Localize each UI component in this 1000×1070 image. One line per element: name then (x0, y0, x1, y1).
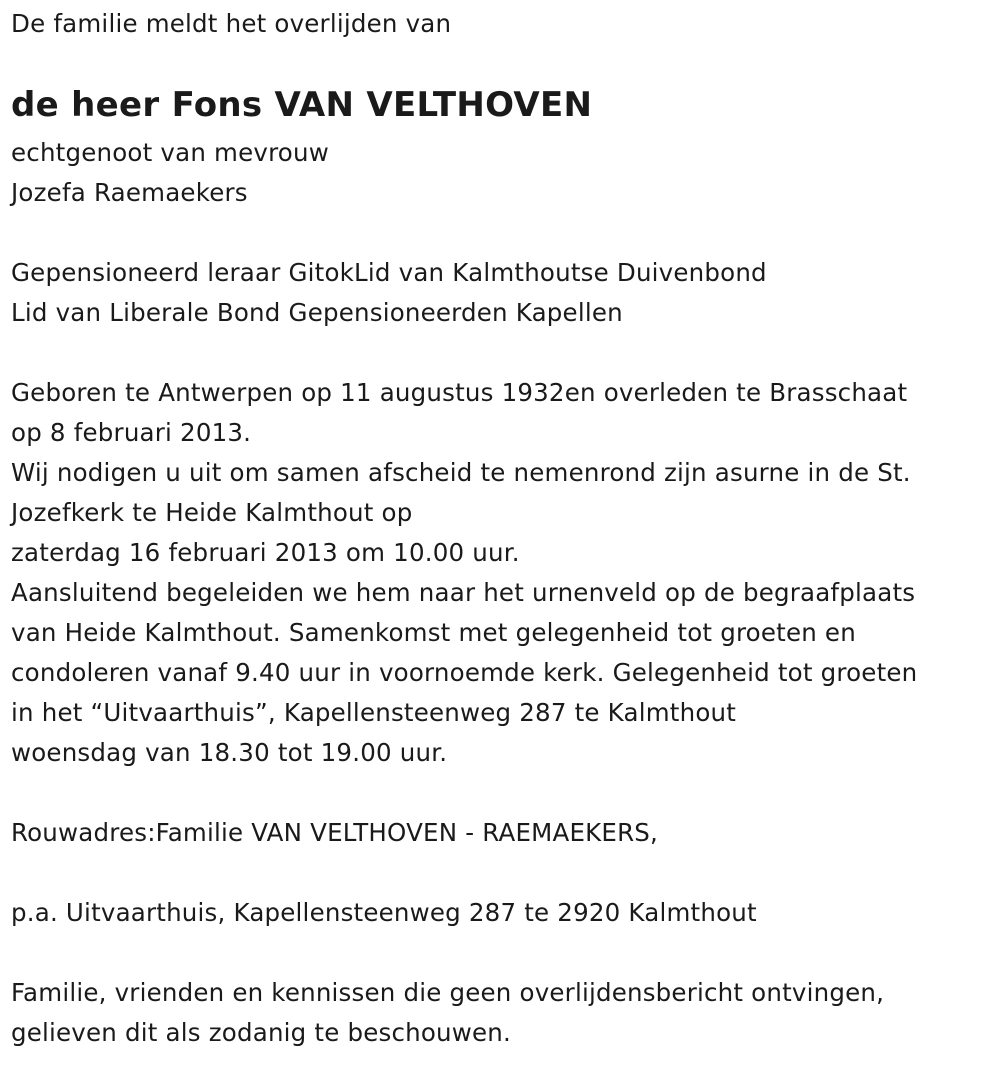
born-line-1: Geboren te Antwerpen op 11 augustus 1932en overleden te Brasschaat (11, 378, 908, 407)
spouse-line-1: echtgenoot van mevrouw (11, 138, 329, 167)
after-line-3: condoleren vanaf 9.40 uur in voornoemde kerk. Gelegenheid tot groeten (11, 658, 918, 687)
membership-line-1: Gepensioneerd leraar GitokLid van Kalmthoutse Duivenbond (11, 258, 767, 287)
mourning-address: Rouwadres:Familie VAN VELTHOVEN - RAEMAEKERS, (11, 818, 659, 847)
deceased-name: de heer Fons VAN VELTHOVEN (11, 85, 593, 125)
after-line-4: in het “Uitvaarthuis”, Kapellensteenweg 287 te Kalmthout (11, 698, 737, 727)
spouse-line-2: Jozefa Raemaekers (11, 178, 248, 207)
closing-line-1: Familie, vrienden en kennissen die geen overlijdensbericht ontvingen, (11, 978, 885, 1007)
after-line-1: Aansluitend begeleiden we hem naar het urnenveld op de begraafplaats (11, 578, 916, 607)
after-line-5: woensdag van 18.30 tot 19.00 uur. (11, 738, 448, 767)
invite-line-2: Jozefkerk te Heide Kalmthout op (11, 498, 413, 527)
born-line-2: op 8 februari 2013. (11, 418, 252, 447)
closing-line-2: gelieven dit als zodanig te beschouwen. (11, 1018, 512, 1047)
postal-address: p.a. Uitvaarthuis, Kapellensteenweg 287 te 2920 Kalmthout (11, 898, 757, 927)
membership-line-2: Lid van Liberale Bond Gepensioneerden Kapellen (11, 298, 623, 327)
invite-line-1: Wij nodigen u uit om samen afscheid te nemenrond zijn asurne in de St. (11, 458, 911, 487)
invite-line-3: zaterdag 16 februari 2013 om 10.00 uur. (11, 538, 520, 567)
intro-text: De familie meldt het overlijden van (11, 9, 452, 38)
after-line-2: van Heide Kalmthout. Samenkomst met gelegenheid tot groeten en (11, 618, 856, 647)
